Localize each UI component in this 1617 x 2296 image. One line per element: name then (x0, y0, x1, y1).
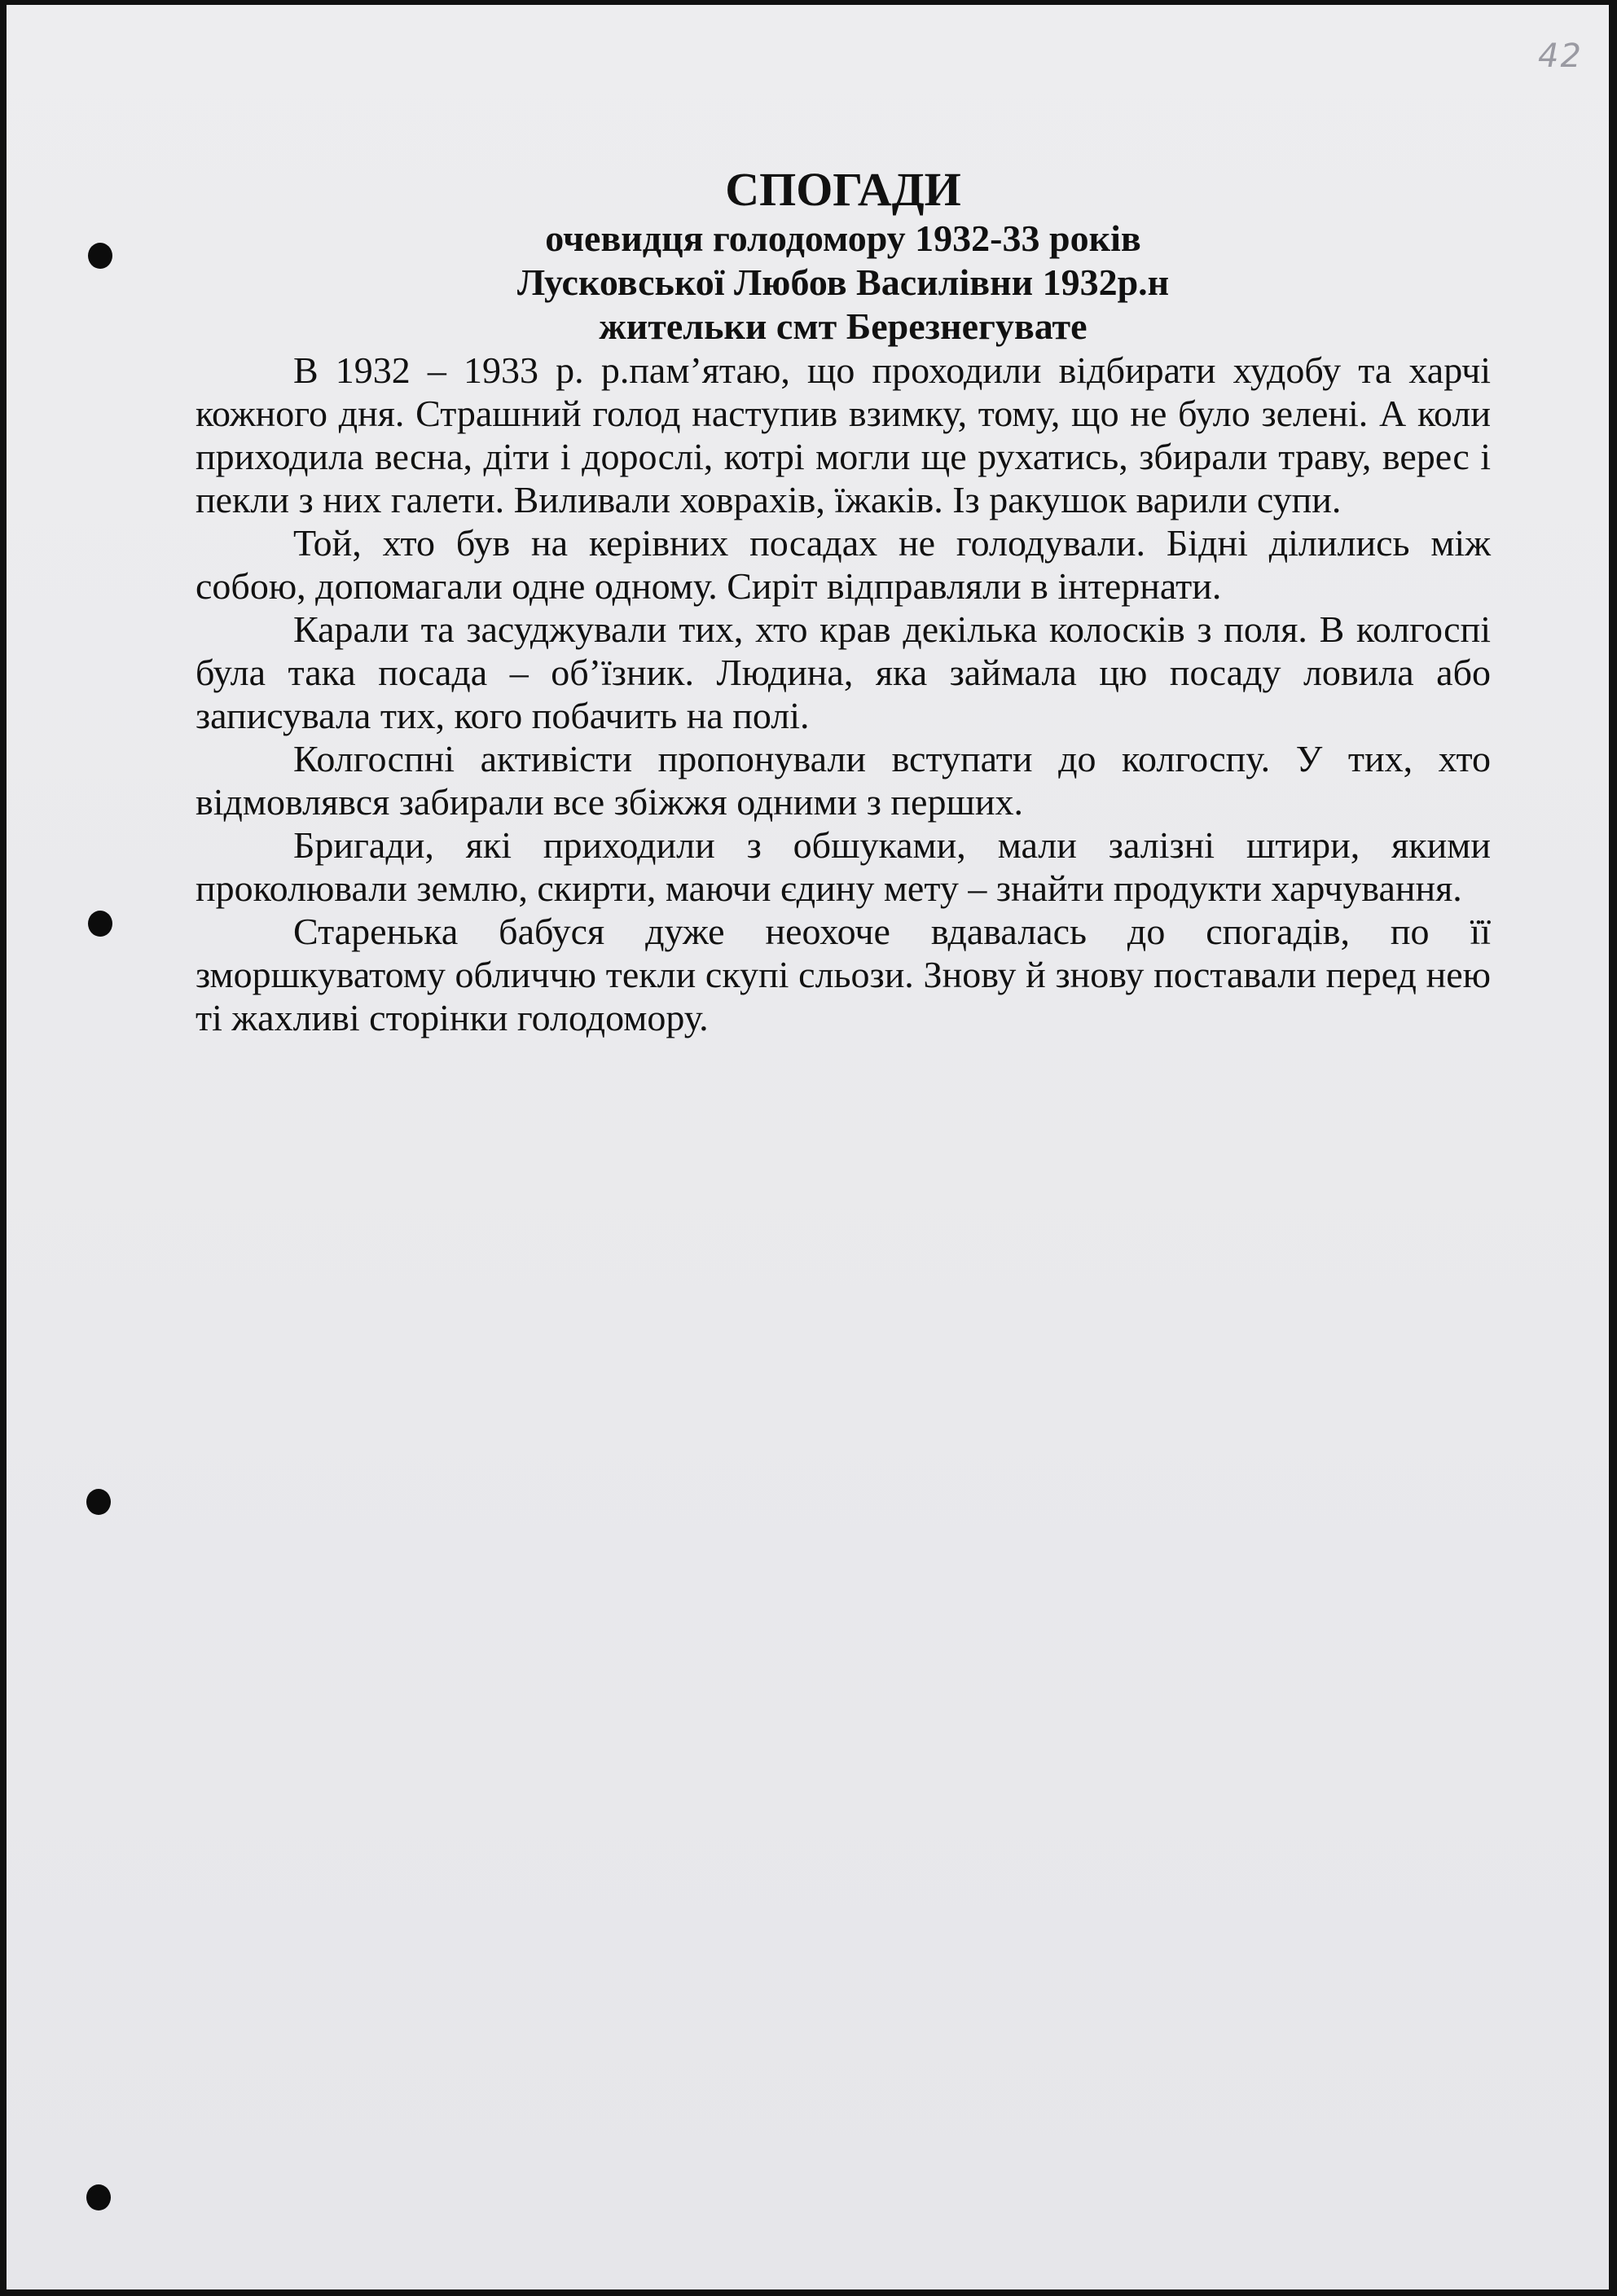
punch-hole (86, 2184, 111, 2210)
paragraph: Той, хто був на керівних посадах не голодували. Бідні ділились між собою, допомагали одне одному. Сиріт відправляли в інтернати. (196, 522, 1491, 607)
subtitle-line: Лусковської Любов Василівни 1932р.н (516, 261, 1170, 303)
subtitle-line: очевидця голодомору 1932-33 років (545, 217, 1141, 259)
punch-hole (86, 1489, 111, 1515)
paragraph: Бригади, які приходили з обшуками, мали залізні штири, якими проколювали землю, скирти, маючи єдину мету – знайти продукти харчування. (196, 824, 1491, 909)
punch-hole (88, 911, 112, 937)
paragraph: Старенька бабуся дуже неохоче вдавалась до спогадів, по її зморшкуватому обличчю текли скупі сльози. Знову й знову поставали перед нею ті жахливі сторінки голодомору. (196, 911, 1491, 1038)
punch-hole (88, 243, 112, 269)
subtitle-line: жительки смт Березнегувате (599, 305, 1088, 347)
paragraph: Карали та засуджували тих, хто крав декілька колосків з поля. В колгоспі була така посада – об’їзник. Людина, яка займала цю посаду ловила або записувала тих, кого побачить на полі. (196, 608, 1491, 736)
document-body (196, 163, 1491, 1039)
paragraph: Колгоспні активісти пропонували вступати до колгоспу. У тих, хто відмовлявся забирали все збіжжя одними з перших. (196, 738, 1491, 823)
document-title: СПОГАДИ (725, 163, 961, 216)
handwritten-page-number: 42 (1538, 37, 1583, 75)
paragraph: В 1932 – 1933 р. р.пам’ятаю, що проходили відбирати худобу та харчі кожного дня. Страшний голод наступив взимку, тому, що не було зелені. А коли приходила весна, діти і дорослі, котрі могли ще рухатись, збирали траву, верес і пекли з них галети. Виливали ховрахів, їжаків. Із ракушок варили супи. (196, 349, 1491, 520)
